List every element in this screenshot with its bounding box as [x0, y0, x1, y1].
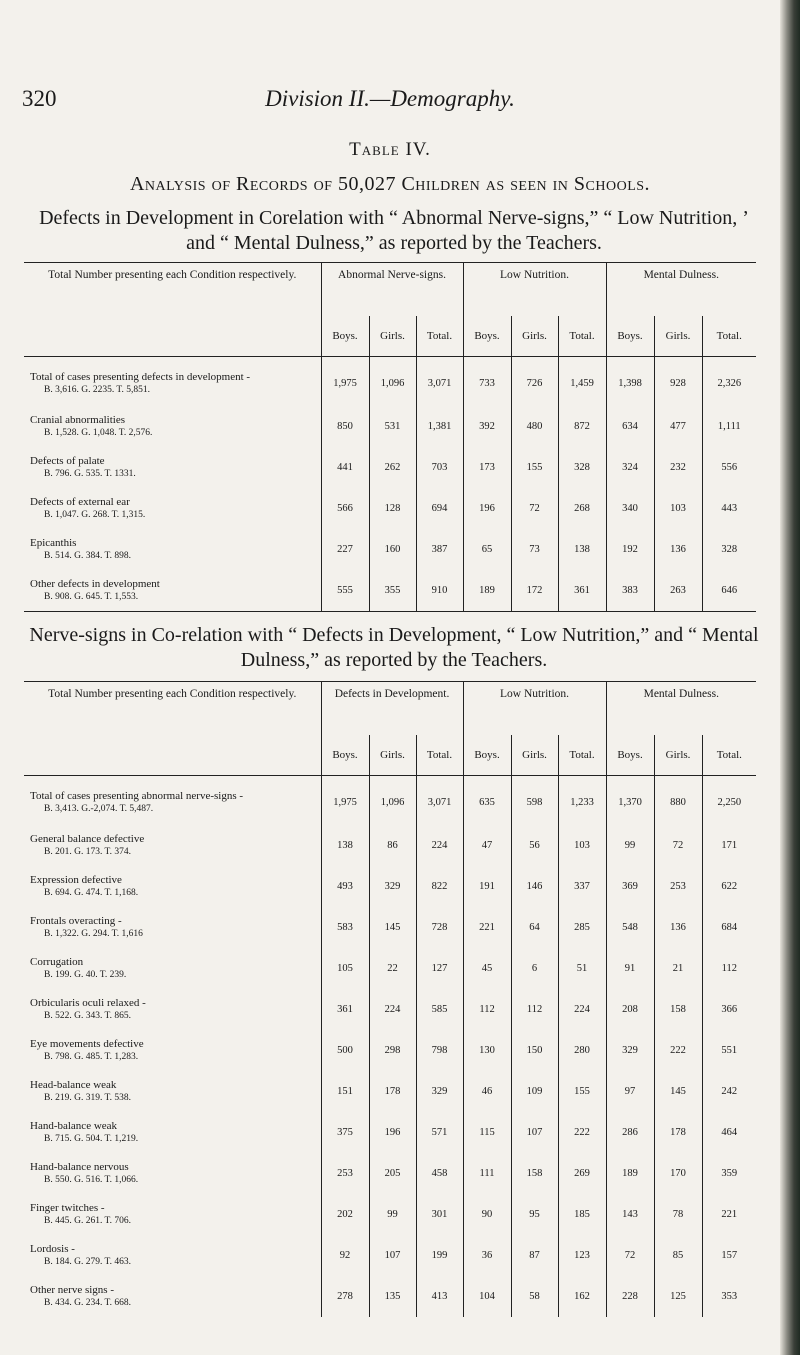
table-cell: 192 — [606, 529, 654, 570]
column-header: Boys. — [321, 735, 369, 776]
table-cell: 228 — [606, 1276, 654, 1317]
row-label: Cranial abnormalities — [30, 414, 125, 426]
row-breakdown: B. 445. G. 261. T. 706. — [44, 1215, 131, 1226]
row-breakdown: B. 908. G. 645. T. 1,553. — [44, 591, 139, 602]
table-cell: 107 — [511, 1112, 558, 1153]
table-cell: 91 — [606, 948, 654, 989]
table-cell: 115 — [463, 1112, 511, 1153]
table-cell: 585 — [416, 989, 463, 1030]
table1-row-header: Total Number presenting each Condition respectively. — [24, 263, 321, 357]
table2-row-header: Total Number presenting each Condition respectively. — [24, 682, 321, 776]
row-label: Defects of external ear — [30, 496, 130, 508]
table-row — [24, 570, 756, 612]
table-row — [24, 907, 756, 948]
table-cell: 196 — [369, 1112, 416, 1153]
table-cell: 130 — [463, 1030, 511, 1071]
table-cell: 355 — [369, 570, 416, 612]
table-cell: 158 — [654, 989, 702, 1030]
table-cell: 170 — [654, 1153, 702, 1194]
table-cell: 635 — [463, 776, 511, 826]
table-cell: 822 — [416, 866, 463, 907]
table-cell: 387 — [416, 529, 463, 570]
row-label-cell — [24, 825, 321, 866]
table-cell: 185 — [558, 1194, 606, 1235]
table-cell: 224 — [558, 989, 606, 1030]
row-label-cell — [24, 529, 321, 570]
running-head: Division II.—Demography. — [265, 86, 515, 111]
column-header: Girls. — [511, 316, 558, 357]
table-cell: 441 — [321, 447, 369, 488]
row-label-cell — [24, 1235, 321, 1276]
table-cell: 138 — [558, 529, 606, 570]
column-header: Total. — [416, 316, 463, 357]
table-cell: 171 — [721, 840, 738, 851]
table-cell: 72 — [511, 488, 558, 529]
table1-body — [24, 357, 756, 612]
table-cell: 798 — [416, 1030, 463, 1071]
table-cell: 46 — [463, 1071, 511, 1112]
table-cell: 548 — [606, 907, 654, 948]
table-cell: 109 — [511, 1071, 558, 1112]
table-cell: 45 — [463, 948, 511, 989]
column-header: Girls. — [654, 735, 702, 776]
table2 — [24, 681, 756, 1317]
table-cell: 208 — [606, 989, 654, 1030]
table-cell: 464 — [721, 1127, 738, 1138]
table-cell: 112 — [721, 963, 737, 974]
row-breakdown: B. 514. G. 384. T. 898. — [44, 550, 131, 561]
table-cell: 221 — [721, 1209, 738, 1220]
table-cell: 157 — [721, 1250, 738, 1261]
table-cell: 2,250 — [717, 796, 742, 808]
table-cell: 555 — [321, 570, 369, 612]
table-row — [24, 1030, 756, 1071]
table-cell: 500 — [321, 1030, 369, 1071]
table-cell: 1,096 — [369, 776, 416, 826]
table-row — [24, 1153, 756, 1194]
row-label: Eye movements defective — [30, 1038, 144, 1050]
table-cell: 196 — [463, 488, 511, 529]
table-cell: 221 — [463, 907, 511, 948]
table-cell: 155 — [558, 1071, 606, 1112]
row-label: Orbicularis oculi relaxed - — [30, 997, 146, 1009]
column-header: Boys. — [463, 316, 511, 357]
row-label-cell — [24, 1030, 321, 1071]
table-row — [24, 1112, 756, 1153]
row-label: Epicanthis — [30, 537, 77, 549]
table-cell: 36 — [463, 1235, 511, 1276]
table-cell: 285 — [558, 907, 606, 948]
table1-group-header: Mental Dulness. — [643, 269, 719, 281]
table-row — [24, 488, 756, 529]
row-label: Lordosis - — [30, 1243, 75, 1255]
table-cell: 99 — [369, 1194, 416, 1235]
table-cell: 329 — [606, 1030, 654, 1071]
table-cell: 189 — [606, 1153, 654, 1194]
table-row — [24, 776, 756, 826]
table-cell: 3,071 — [416, 357, 463, 407]
table-row — [24, 825, 756, 866]
table-row — [24, 1235, 756, 1276]
row-breakdown: B. 550. G. 516. T. 1,066. — [44, 1174, 139, 1185]
table-cell: 286 — [606, 1112, 654, 1153]
table-cell: 232 — [654, 447, 702, 488]
table-row — [24, 406, 756, 447]
table-cell: 227 — [321, 529, 369, 570]
row-label-cell — [24, 447, 321, 488]
table-cell: 726 — [511, 357, 558, 407]
table1-group-header: Abnormal Nerve-signs. — [321, 263, 463, 317]
table-cell: 103 — [558, 825, 606, 866]
table-cell: 224 — [369, 989, 416, 1030]
table-cell: 413 — [416, 1276, 463, 1317]
row-label: Frontals overacting - — [30, 915, 122, 927]
table-cell: 150 — [511, 1030, 558, 1071]
table-cell: 1,381 — [416, 406, 463, 447]
row-label-cell — [24, 488, 321, 529]
page-header — [0, 86, 780, 120]
binding-edge — [780, 0, 800, 1355]
table-subtitle: Analysis of Records of 50,027 Children as seen in Schools. — [129, 173, 651, 195]
table-cell: 583 — [321, 907, 369, 948]
table-cell: 135 — [369, 1276, 416, 1317]
table2-caption: Nerve-signs in Co-relation with “ Defects in Development, “ Low Nutrition,” and “ Mental Dulness,” as reported by the Teachers. — [29, 624, 759, 671]
table-cell: 369 — [606, 866, 654, 907]
table-cell: 173 — [463, 447, 511, 488]
row-breakdown: B. 1,322. G. 294. T. 1,616 — [44, 928, 143, 939]
table-cell: 199 — [416, 1235, 463, 1276]
table-cell: 125 — [654, 1276, 702, 1317]
table-cell: 65 — [463, 529, 511, 570]
table-cell: 1,111 — [717, 421, 741, 432]
table-cell: 728 — [416, 907, 463, 948]
table-cell: 72 — [654, 825, 702, 866]
table-cell: 47 — [463, 825, 511, 866]
table-cell: 278 — [321, 1276, 369, 1317]
table-cell: 202 — [321, 1194, 369, 1235]
table-cell: 224 — [416, 825, 463, 866]
row-label: Total of cases presenting defects in development - — [30, 371, 251, 383]
table-cell: 328 — [721, 544, 738, 555]
table-cell: 189 — [463, 570, 511, 612]
table-cell: 86 — [369, 825, 416, 866]
table-cell: 85 — [654, 1235, 702, 1276]
table-cell: 703 — [416, 447, 463, 488]
row-label-cell — [24, 1112, 321, 1153]
table-cell: 1,233 — [558, 776, 606, 826]
table-cell: 128 — [369, 488, 416, 529]
table-cell: 146 — [511, 866, 558, 907]
table-cell: 928 — [654, 357, 702, 407]
row-label: Expression defective — [30, 874, 122, 886]
table-cell: 205 — [369, 1153, 416, 1194]
table-cell: 268 — [558, 488, 606, 529]
row-breakdown: B. 796. G. 535. T. 1331. — [44, 468, 136, 479]
table-cell: 1,096 — [369, 357, 416, 407]
table-cell: 458 — [416, 1153, 463, 1194]
table2-group-header: Defects in Development. — [321, 682, 463, 736]
table-cell: 353 — [721, 1291, 738, 1302]
table-cell: 340 — [606, 488, 654, 529]
table-cell: 694 — [416, 488, 463, 529]
table-row — [24, 866, 756, 907]
row-label: Hand-balance nervous — [30, 1161, 129, 1173]
column-header: Boys. — [606, 735, 654, 776]
table-cell: 253 — [654, 866, 702, 907]
row-label-cell — [24, 357, 321, 407]
table-cell: 178 — [369, 1071, 416, 1112]
row-breakdown: B. 1,047. G. 268. T. 1,315. — [44, 509, 146, 520]
table-row — [24, 529, 756, 570]
table-cell: 99 — [606, 825, 654, 866]
table-cell: 1,459 — [558, 357, 606, 407]
table-cell: 443 — [721, 503, 738, 514]
table-label: Table IV. — [349, 139, 431, 160]
table-cell: 92 — [321, 1235, 369, 1276]
table-row — [24, 1071, 756, 1112]
row-label: Hand-balance weak — [30, 1120, 118, 1132]
table-cell: 477 — [654, 406, 702, 447]
table-cell: 571 — [416, 1112, 463, 1153]
table-cell: 103 — [654, 488, 702, 529]
row-label: Total of cases presenting abnormal nerve-signs - — [30, 790, 244, 802]
table-cell: 73 — [511, 529, 558, 570]
row-breakdown: B. 694. G. 474. T. 1,168. — [44, 887, 139, 898]
table-cell: 112 — [463, 989, 511, 1030]
table-cell: 143 — [606, 1194, 654, 1235]
table-cell: 361 — [558, 570, 606, 612]
row-label-cell — [24, 1071, 321, 1112]
table-cell: 58 — [511, 1276, 558, 1317]
table-cell: 383 — [606, 570, 654, 612]
page-number: 320 — [22, 86, 57, 111]
table-cell: 78 — [654, 1194, 702, 1235]
table-row — [24, 948, 756, 989]
table-cell: 361 — [321, 989, 369, 1030]
table-cell: 162 — [558, 1276, 606, 1317]
row-label-cell — [24, 776, 321, 826]
table-cell: 263 — [654, 570, 702, 612]
column-header: Total. — [702, 735, 756, 776]
table-cell: 329 — [416, 1071, 463, 1112]
row-breakdown: B. 798. G. 485. T. 1,283. — [44, 1051, 139, 1062]
table-cell: 155 — [511, 447, 558, 488]
row-label-cell — [24, 1276, 321, 1317]
table-cell: 136 — [654, 907, 702, 948]
table2-group-header: Mental Dulness. — [643, 688, 719, 700]
table-cell: 111 — [463, 1153, 511, 1194]
table-cell: 105 — [321, 948, 369, 989]
table-cell: 359 — [721, 1168, 738, 1179]
table-cell: 222 — [654, 1030, 702, 1071]
column-header: Boys. — [321, 316, 369, 357]
table-cell: 6 — [511, 948, 558, 989]
row-label: Other nerve signs - — [30, 1284, 115, 1296]
row-breakdown: B. 3,616. G. 2235. T. 5,851. — [44, 384, 150, 395]
column-header: Boys. — [606, 316, 654, 357]
table1-group-header: Low Nutrition. — [463, 263, 606, 317]
table-cell: 56 — [511, 825, 558, 866]
column-header: Total. — [702, 316, 756, 357]
table-cell: 337 — [558, 866, 606, 907]
table-row — [24, 989, 756, 1030]
table2-group-header: Low Nutrition. — [463, 682, 606, 736]
table-cell: 178 — [654, 1112, 702, 1153]
table-cell: 90 — [463, 1194, 511, 1235]
row-breakdown: B. 199. G. 40. T. 239. — [44, 969, 127, 980]
table-cell: 172 — [511, 570, 558, 612]
table-cell: 556 — [721, 462, 738, 473]
table-cell: 880 — [654, 776, 702, 826]
table-cell: 269 — [558, 1153, 606, 1194]
row-label: General balance defective — [30, 833, 145, 845]
row-label: Defects of palate — [30, 455, 105, 467]
row-label: Corrugation — [30, 956, 84, 968]
table-cell: 64 — [511, 907, 558, 948]
table-cell: 733 — [463, 357, 511, 407]
table-cell: 21 — [654, 948, 702, 989]
table-cell: 646 — [721, 585, 738, 596]
table-cell: 72 — [606, 1235, 654, 1276]
table-cell: 301 — [416, 1194, 463, 1235]
table-cell: 329 — [369, 866, 416, 907]
row-breakdown: B. 522. G. 343. T. 865. — [44, 1010, 131, 1021]
table-cell: 158 — [511, 1153, 558, 1194]
table-cell: 222 — [558, 1112, 606, 1153]
column-header: Girls. — [369, 316, 416, 357]
table-cell: 97 — [606, 1071, 654, 1112]
row-label-cell — [24, 948, 321, 989]
table-cell: 112 — [511, 989, 558, 1030]
table-cell: 3,071 — [416, 776, 463, 826]
row-label-cell — [24, 570, 321, 612]
table1-caption: Defects in Development in Corelation with “ Abnormal Nerve-signs,” “ Low Nutrition, ’ and “ Mental Dulness,” as reported by the Teachers. — [39, 207, 749, 254]
row-breakdown: B. 219. G. 319. T. 538. — [44, 1092, 131, 1103]
table-cell: 104 — [463, 1276, 511, 1317]
table-cell: 280 — [558, 1030, 606, 1071]
table-cell: 95 — [511, 1194, 558, 1235]
column-header: Boys. — [463, 735, 511, 776]
table-cell: 151 — [321, 1071, 369, 1112]
table-cell: 298 — [369, 1030, 416, 1071]
table-cell: 480 — [511, 406, 558, 447]
table-cell: 262 — [369, 447, 416, 488]
table-cell: 145 — [369, 907, 416, 948]
table-cell: 1,370 — [606, 776, 654, 826]
column-header: Total. — [558, 316, 606, 357]
table-cell: 191 — [463, 866, 511, 907]
table-cell: 634 — [606, 406, 654, 447]
table-cell: 127 — [416, 948, 463, 989]
row-label-cell — [24, 1153, 321, 1194]
table-cell: 622 — [721, 881, 738, 892]
table-cell: 1,398 — [606, 357, 654, 407]
row-label: Other defects in development — [30, 578, 160, 590]
row-breakdown: B. 201. G. 173. T. 374. — [44, 846, 131, 857]
table-cell: 107 — [369, 1235, 416, 1276]
table-cell: 850 — [321, 406, 369, 447]
table-cell: 684 — [721, 922, 738, 933]
table-cell: 1,975 — [321, 776, 369, 826]
table-cell: 2,326 — [717, 377, 742, 389]
column-header: Girls. — [654, 316, 702, 357]
table-cell: 145 — [654, 1071, 702, 1112]
table-cell: 392 — [463, 406, 511, 447]
table1 — [24, 262, 756, 612]
table-cell: 51 — [558, 948, 606, 989]
table-row — [24, 1194, 756, 1235]
table-cell: 324 — [606, 447, 654, 488]
row-label-cell — [24, 907, 321, 948]
table-cell: 136 — [654, 529, 702, 570]
table-cell: 242 — [721, 1086, 738, 1097]
table-cell: 253 — [321, 1153, 369, 1194]
table-cell: 87 — [511, 1235, 558, 1276]
row-label-cell — [24, 1194, 321, 1235]
column-header: Girls. — [511, 735, 558, 776]
table-row — [24, 357, 756, 407]
table-cell: 123 — [558, 1235, 606, 1276]
row-breakdown: B. 1,528. G. 1,048. T. 2,576. — [44, 427, 153, 438]
table2-body — [24, 776, 756, 1318]
table-cell: 872 — [558, 406, 606, 447]
row-label-cell — [24, 406, 321, 447]
table-cell: 160 — [369, 529, 416, 570]
row-breakdown: B. 184. G. 279. T. 463. — [44, 1256, 131, 1267]
table-cell: 138 — [321, 825, 369, 866]
table-row — [24, 447, 756, 488]
table-cell: 531 — [369, 406, 416, 447]
row-breakdown: B. 3,413. G.-2,074. T. 5,487. — [44, 803, 154, 814]
table-cell: 910 — [416, 570, 463, 612]
row-label: Head-balance weak — [30, 1079, 117, 1091]
row-label: Finger twitches - — [30, 1202, 105, 1214]
table-cell: 551 — [721, 1045, 738, 1056]
row-breakdown: B. 715. G. 504. T. 1,219. — [44, 1133, 139, 1144]
row-label-cell — [24, 866, 321, 907]
table-cell: 566 — [321, 488, 369, 529]
column-header: Girls. — [369, 735, 416, 776]
table-cell: 598 — [511, 776, 558, 826]
column-header: Total. — [558, 735, 606, 776]
table-cell: 375 — [321, 1112, 369, 1153]
column-header: Total. — [416, 735, 463, 776]
row-breakdown: B. 434. G. 234. T. 668. — [44, 1297, 131, 1308]
table-cell: 493 — [321, 866, 369, 907]
table-cell: 1,975 — [321, 357, 369, 407]
row-label-cell — [24, 989, 321, 1030]
table-cell: 366 — [721, 1004, 738, 1015]
table-row — [24, 1276, 756, 1317]
table-cell: 328 — [558, 447, 606, 488]
table-cell: 22 — [369, 948, 416, 989]
